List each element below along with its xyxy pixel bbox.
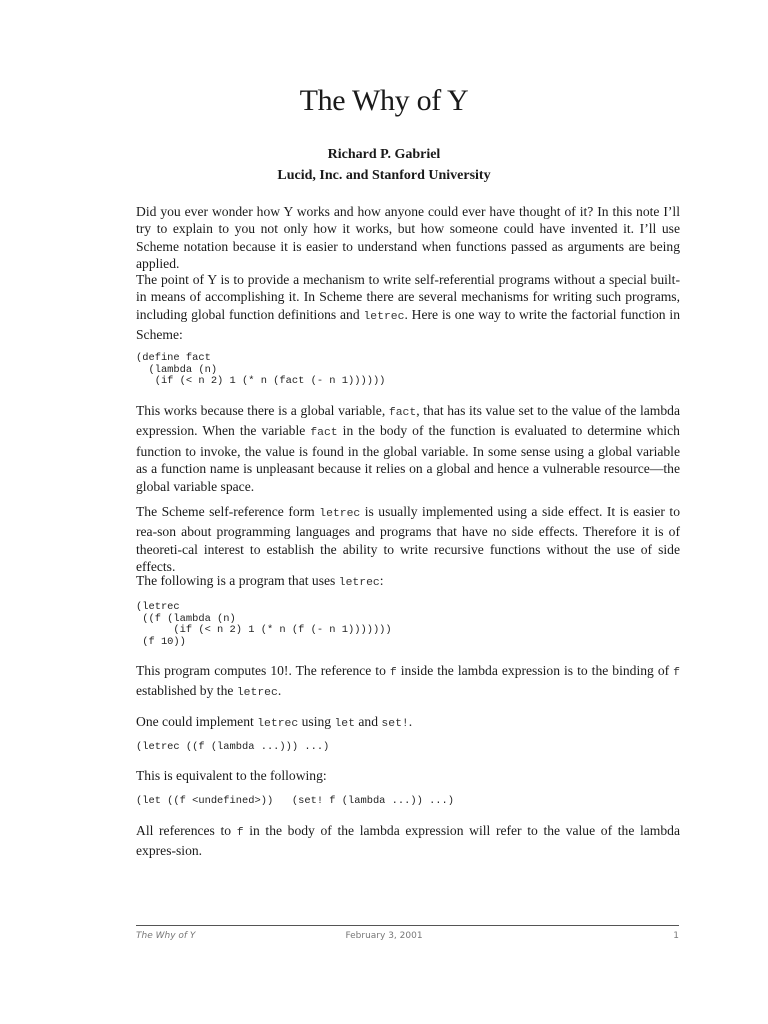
text-span: This program computes 10!. The reference to (136, 663, 390, 678)
code-block-letrec-short: (letrec ((f (lambda ...))) ...) (136, 741, 330, 753)
text-span: This works because there is a global variable, (136, 403, 389, 418)
inline-code: letrec (363, 310, 405, 323)
inline-code: letrec (338, 577, 380, 589)
paragraph-factorial (136, 662, 680, 703)
text-span: . (408, 714, 413, 729)
paragraph-implement (136, 713, 680, 733)
text-span: , that has its value set to the value of the lambda expression. When the variable (136, 403, 680, 439)
inline-code: let (334, 718, 355, 730)
paragraph-equivalent: This is equivalent to the following: (136, 768, 327, 783)
text-span: One could implement (136, 714, 258, 729)
inline-code: letrec (236, 687, 278, 700)
paragraph-intro: Did you ever wonder how Y works and how anyone could ever have thought of it? In this note I’ll try to explain to you not only how it works, but how someone could have invented it. I’ll use Scheme notation because it is easier to understand when functions passed as arguments are being applied. (136, 204, 680, 272)
text-span: inside the lambda expression is to the binding of (396, 663, 674, 678)
text-span: The Scheme self-reference form (136, 504, 320, 519)
inline-code: letrec (257, 718, 299, 730)
text-span: All references to (136, 823, 237, 838)
footer-title: The Why of Y (136, 931, 196, 941)
paragraph-references (136, 822, 680, 860)
page-title: The Why of Y (299, 84, 469, 117)
paragraph-letrec-intro (136, 572, 680, 592)
text-span: using (298, 714, 335, 729)
inline-code: letrec (319, 508, 361, 520)
text-span: The point of Y is to provide a mechanism to write self-referential programs without a special built-in means of accomplishing it. In Scheme there are several mechanisms for writing such programs, including global function definitions and (136, 272, 680, 322)
code-block-define-fact: (define fact (lambda (n) (if (< n 2) 1 (* n (fact (- n 1)))))) (136, 352, 386, 388)
text-span: and (354, 714, 382, 729)
author-affiliation: Lucid, Inc. and Stanford University (277, 168, 491, 183)
text-span: in the body of the function is evaluated to determine which function to invoke, the value is found in the global variable. In some sense using a global variable as a function name is unpleasant because it relies on a global and hence a vulnerable resource—the global variable space. (136, 423, 680, 494)
text-span: in the body of the lambda expression will refer to the value of the lambda expres-sion. (136, 823, 681, 859)
text-span: is usually implemented using a side effect. It is easier to rea-son about programming languages and programs that have no side effects. Therefore it is of theoreti-cal interest to establish the ability to write recursive functions without the use of side effects. (136, 504, 680, 575)
code-block-letrec: (letrec ((f (lambda (n) (if (< n 2) 1 (* n (f (- n 1))))))) (f 10)) (136, 601, 392, 648)
text-span: . (277, 683, 282, 699)
inline-code: f (673, 667, 681, 679)
text-span: . Here is one way to write the factorial function in Scheme: (136, 306, 680, 343)
paragraph-purpose (136, 271, 680, 344)
code-block-let-set: (let ((f <undefined>)) (set! f (lambda ...)) ...) (136, 795, 455, 807)
paragraph-side-effects (136, 503, 680, 576)
text-span: established by the (136, 683, 237, 699)
inline-code: f (389, 667, 397, 679)
text-span: The following is a program that uses (136, 573, 339, 588)
footer-divider (136, 925, 679, 926)
author-name: Richard P. Gabriel (327, 147, 441, 162)
text-span: : (379, 573, 384, 588)
inline-code: set! (381, 718, 409, 730)
inline-code: fact (310, 427, 338, 440)
paragraph-global-variable (136, 402, 680, 495)
page-number: 1 (673, 931, 679, 941)
footer-date: February 3, 2001 (345, 931, 423, 941)
inline-code: f (236, 827, 244, 839)
inline-code: fact (388, 407, 417, 419)
